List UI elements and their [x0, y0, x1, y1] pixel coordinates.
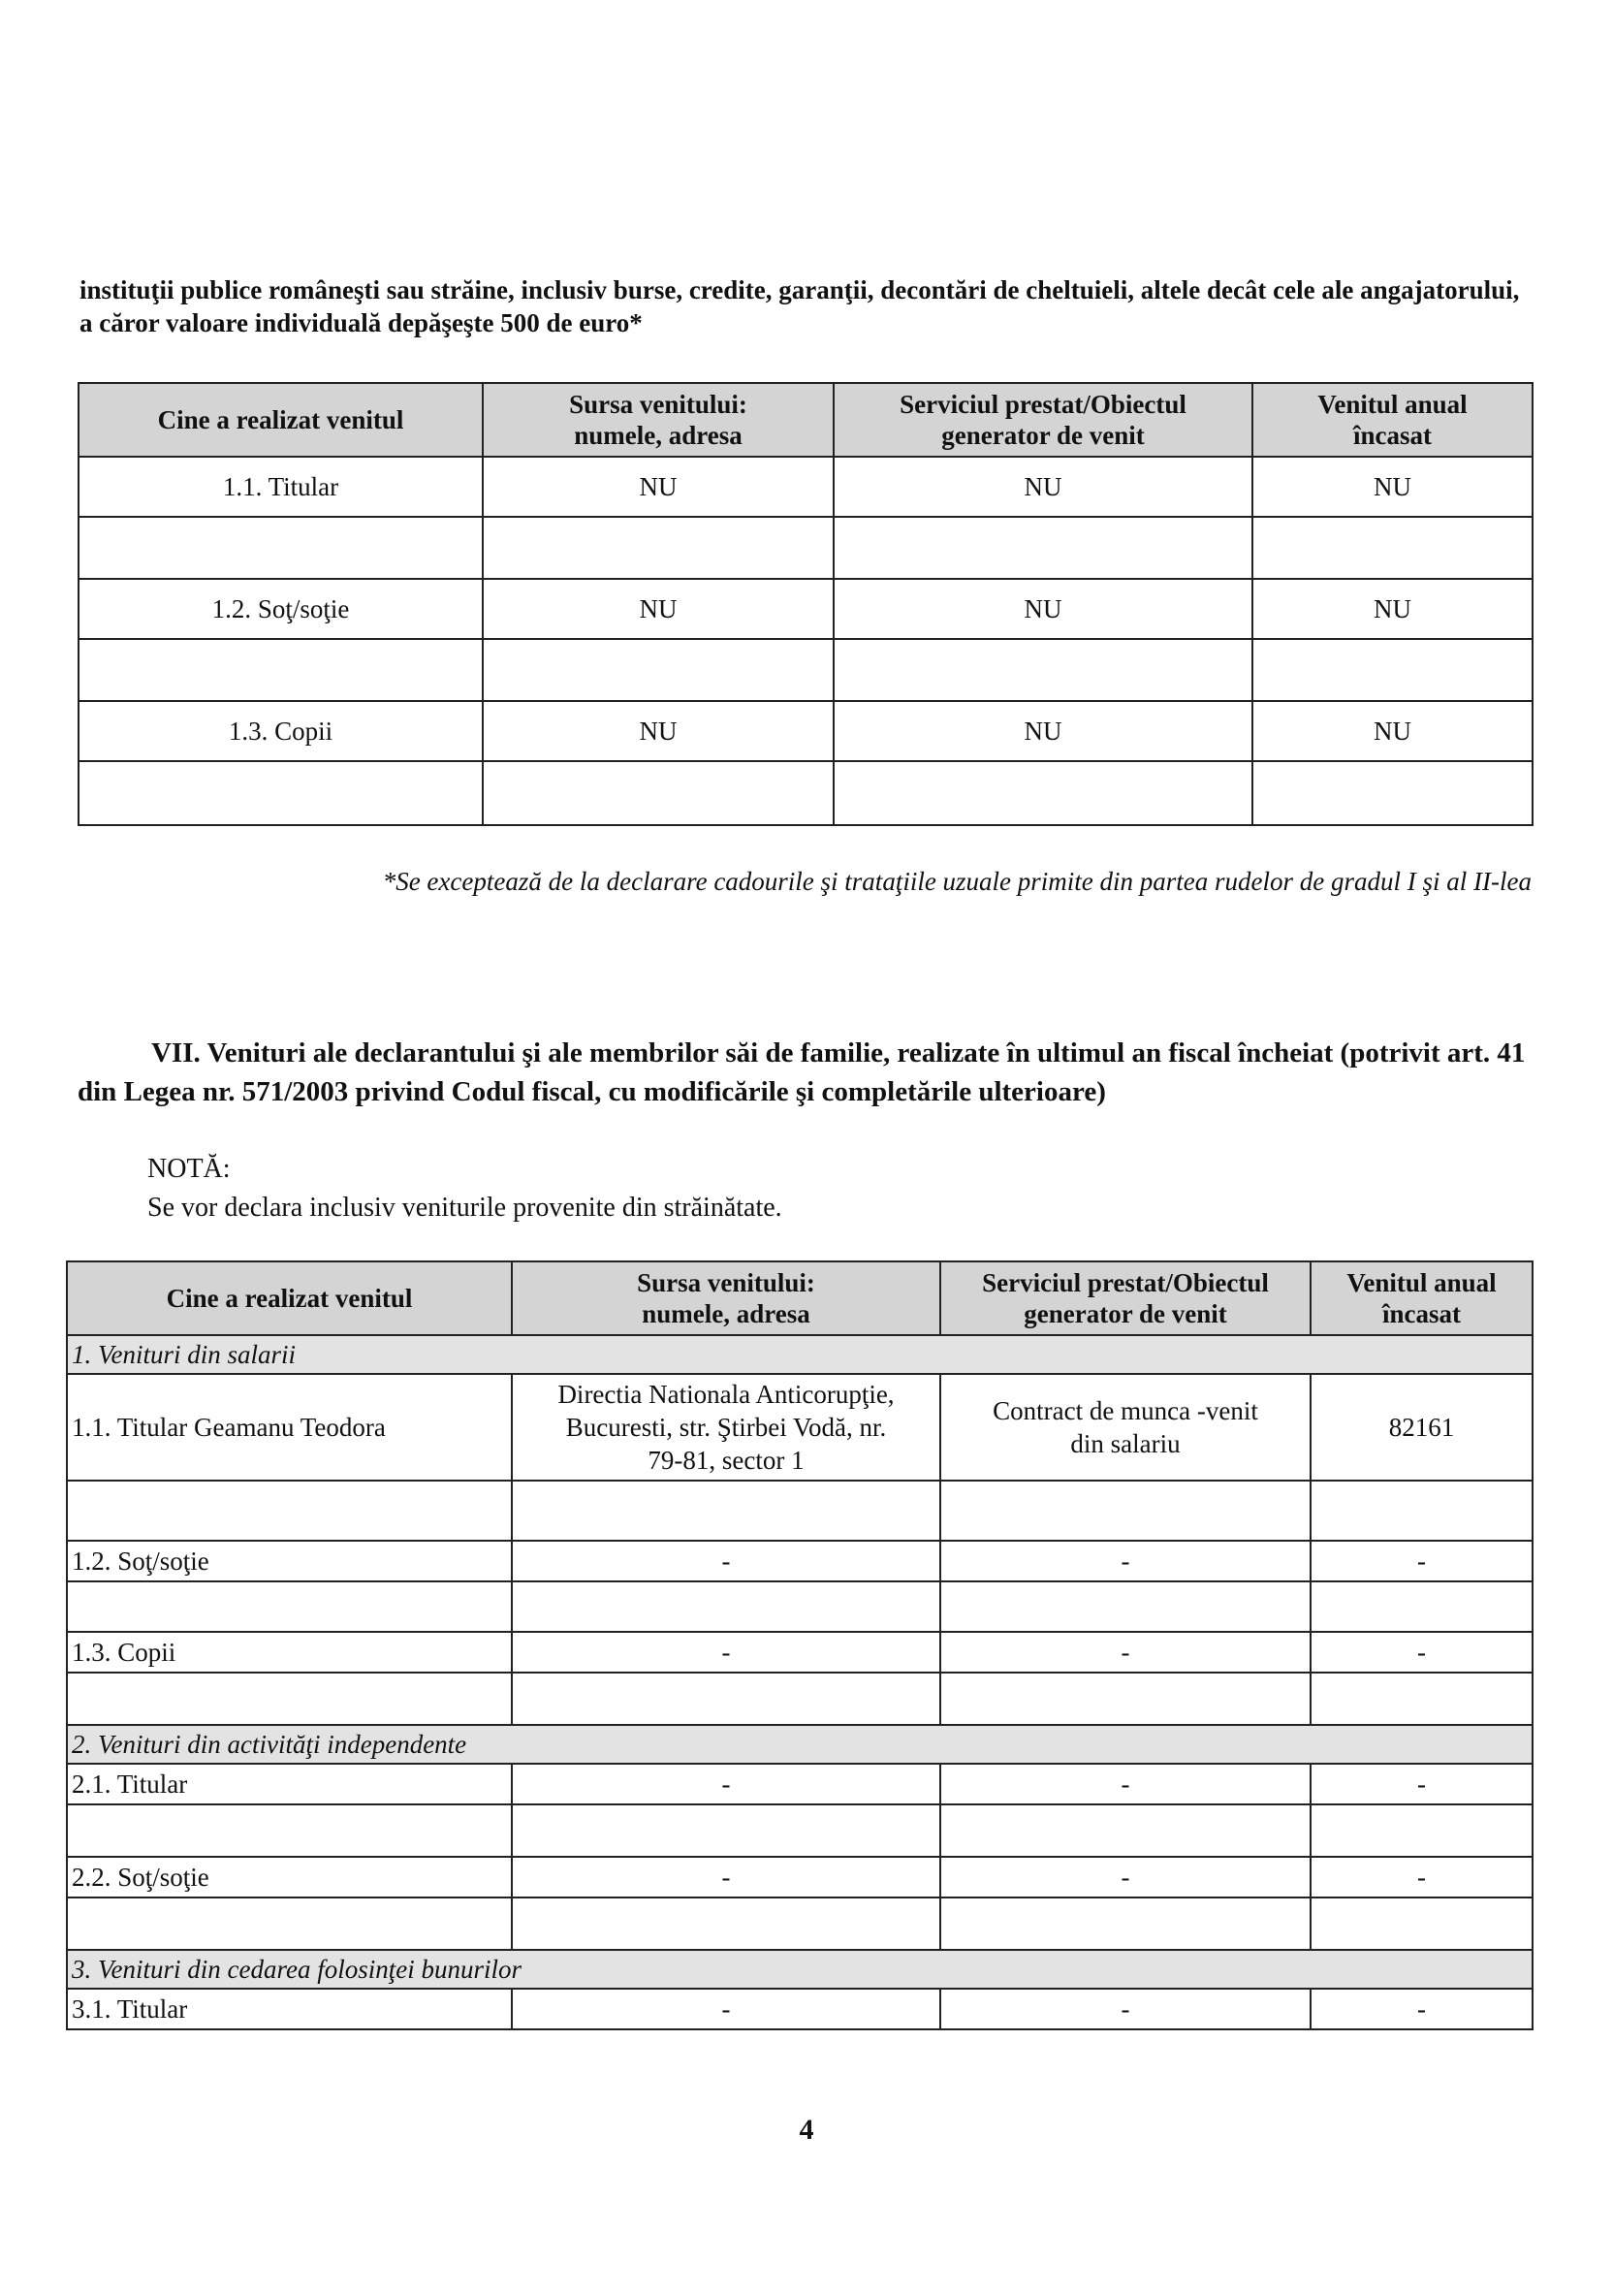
cell-who: 3.1. Titular	[67, 1989, 512, 2029]
cell-source: -	[512, 1541, 940, 1581]
section-title: VII. Venituri ale declarantului şi ale membrilor săi de familie, realizate în ultimul an fiscal încheiat (potrivit art. 41 din Legea nr. 571/2003 privind Codul fiscal, cu modificările şi completările ulterioare)	[78, 1037, 1526, 1107]
cell-service: -	[940, 1857, 1311, 1897]
table-row	[67, 1857, 1533, 1897]
cell-income: -	[1311, 1764, 1533, 1804]
header-income: Venitul anual încasat	[1311, 1261, 1533, 1335]
cell-source: -	[512, 1857, 940, 1897]
header-income: Venitul anual încasat	[1252, 383, 1533, 457]
table-row	[67, 1541, 1533, 1581]
header-source: Sursa venitului: numele, adresa	[512, 1261, 940, 1335]
table-row	[67, 1989, 1533, 2029]
gifts-table	[78, 382, 1534, 826]
table-row	[67, 1764, 1533, 1804]
income-table	[66, 1260, 1534, 2030]
category-label: 1. Venituri din salarii	[67, 1335, 1533, 1374]
category-row	[67, 1725, 1533, 1764]
cell-service: -	[940, 1541, 1311, 1581]
cell-service: -	[940, 1989, 1311, 2029]
table-row-empty	[67, 1897, 1533, 1950]
cell-service: NU	[834, 701, 1252, 761]
table-row-empty	[67, 1804, 1533, 1857]
page-number: 4	[799, 2114, 814, 2146]
cell-who: 1.2. Soţ/soţie	[67, 1541, 512, 1581]
header-service: Serviciul prestat/Obiectul generator de venit	[940, 1261, 1311, 1335]
table-row	[67, 1632, 1533, 1673]
cell-service: NU	[834, 579, 1252, 639]
intro-paragraph: instituţii publice româneşti sau străine, inclusiv burse, credite, garanţii, decontări de cheltuieli, altele decât cele ale angajatorului, a căror valoare individuală depăşeşte 500 de euro*	[79, 275, 1520, 337]
cell-who: 1.3. Copii	[67, 1632, 512, 1673]
cell-source: NU	[483, 457, 834, 517]
cell-service: -	[940, 1632, 1311, 1673]
cell-source: -	[512, 1632, 940, 1673]
footnote: *Se exceptează de la declarare cadourile şi trataţiile uzuale primite din partea rudelor de gradul I şi al II-lea	[382, 867, 1532, 896]
cell-income: -	[1311, 1857, 1533, 1897]
cell-who: 1.2. Soţ/soţie	[79, 579, 483, 639]
cell-service: Contract de munca -venit din salariu	[940, 1374, 1311, 1481]
cell-who: 1.3. Copii	[79, 701, 483, 761]
cell-income: -	[1311, 1632, 1533, 1673]
table-header-row	[67, 1261, 1533, 1335]
table-row-empty	[79, 517, 1533, 579]
cell-who: 2.1. Titular	[67, 1764, 512, 1804]
cell-income: -	[1311, 1989, 1533, 2029]
table-row	[79, 579, 1533, 639]
table-row	[79, 457, 1533, 517]
header-who: Cine a realizat venitul	[67, 1261, 512, 1335]
cell-who: 1.1. Titular Geamanu Teodora	[67, 1374, 512, 1481]
cell-income: NU	[1252, 457, 1533, 517]
table-row-empty	[79, 761, 1533, 825]
cell-source: NU	[483, 579, 834, 639]
nota-block	[147, 1150, 1504, 1228]
cell-service: -	[940, 1764, 1311, 1804]
header-source: Sursa venitului: numele, adresa	[483, 383, 834, 457]
nota-label: NOTĂ:	[147, 1154, 231, 1184]
table-row	[79, 701, 1533, 761]
header-who: Cine a realizat venitul	[79, 383, 483, 457]
cell-source: -	[512, 1989, 940, 2029]
cell-source: NU	[483, 701, 834, 761]
category-label: 2. Venituri din activităţi independente	[67, 1725, 1533, 1764]
cell-source: -	[512, 1764, 940, 1804]
cell-source: Directia Nationala Anticorupţie, Bucuresti, str. Ştirbei Vodă, nr. 79-81, sector 1	[512, 1374, 940, 1481]
category-row	[67, 1950, 1533, 1989]
cell-income: NU	[1252, 579, 1533, 639]
cell-income: -	[1311, 1541, 1533, 1581]
table-row-empty	[67, 1673, 1533, 1725]
category-label: 3. Venituri din cedarea folosinţei bunurilor	[67, 1950, 1533, 1989]
cell-income: NU	[1252, 701, 1533, 761]
table-row-empty	[79, 639, 1533, 701]
category-row	[67, 1335, 1533, 1374]
table-row	[67, 1374, 1533, 1481]
header-service: Serviciul prestat/Obiectul generator de venit	[834, 383, 1252, 457]
table-row-empty	[67, 1581, 1533, 1632]
cell-service: NU	[834, 457, 1252, 517]
cell-who: 1.1. Titular	[79, 457, 483, 517]
cell-income: 82161	[1311, 1374, 1533, 1481]
cell-who: 2.2. Soţ/soţie	[67, 1857, 512, 1897]
table-row-empty	[67, 1481, 1533, 1541]
nota-text: Se vor declara inclusiv veniturile provenite din străinătate.	[147, 1193, 782, 1223]
table-header-row	[79, 383, 1533, 457]
